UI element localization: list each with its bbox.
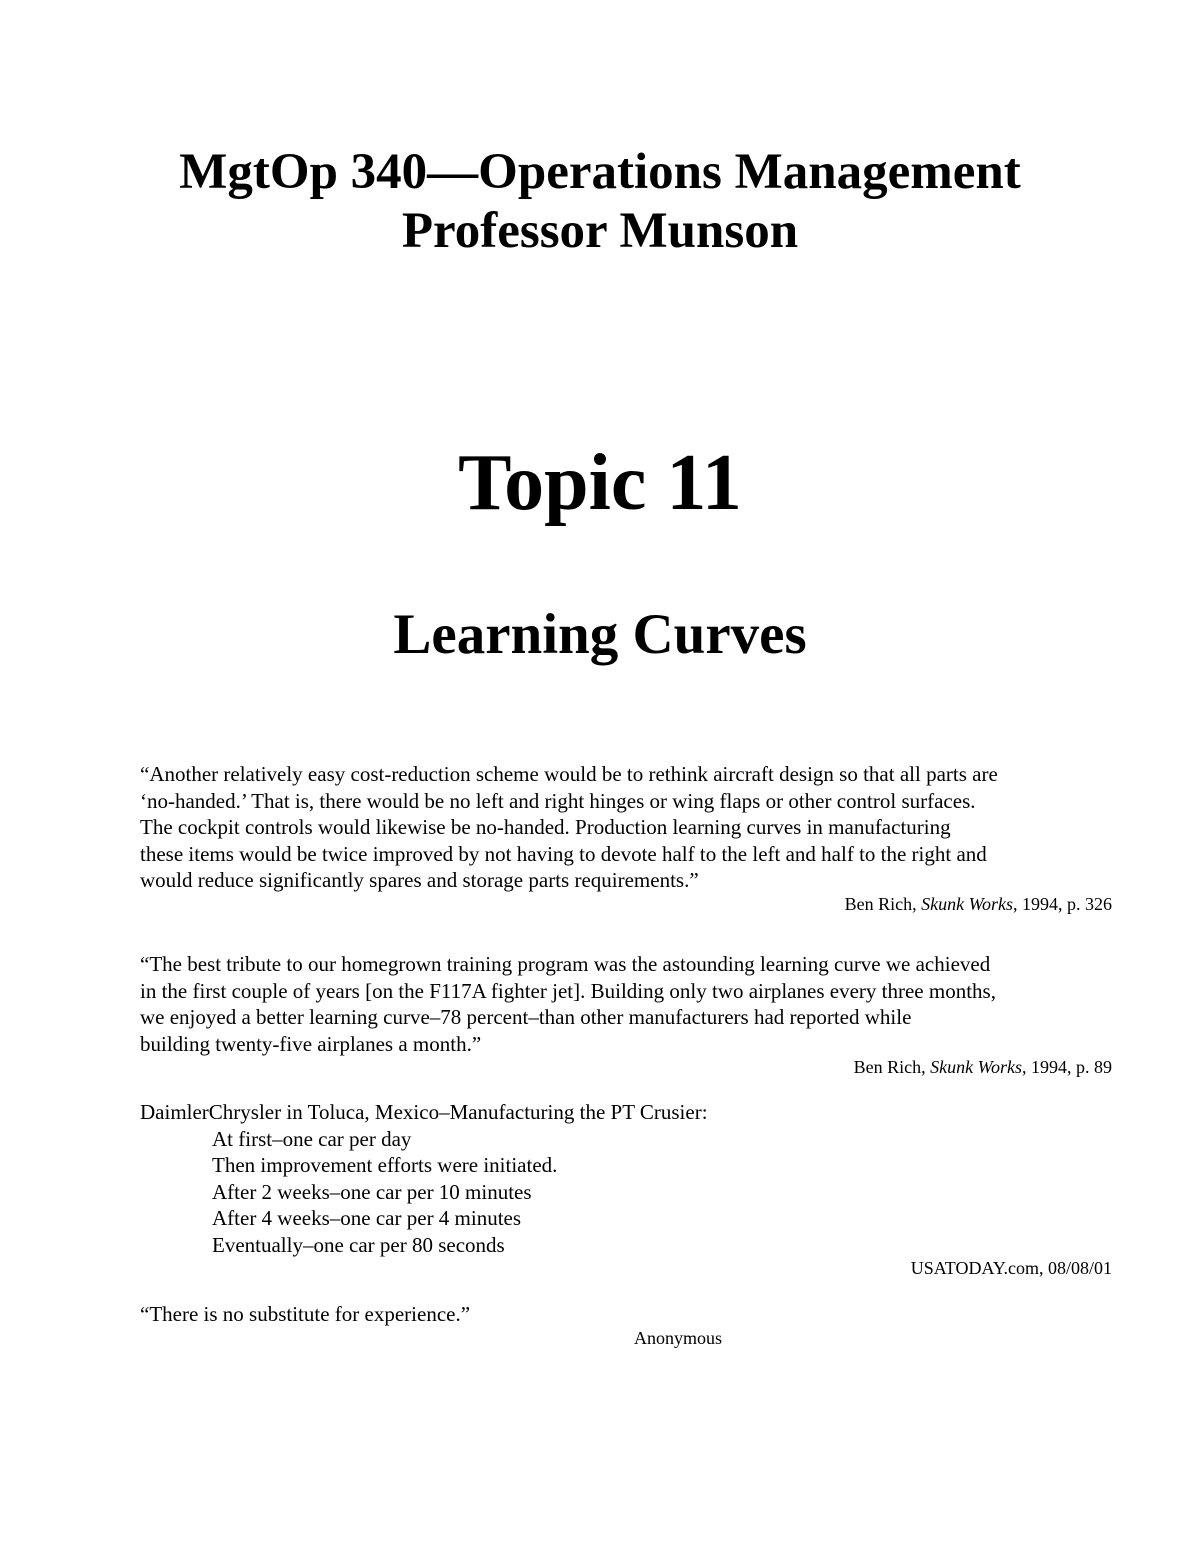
- source-author: Ben Rich,: [853, 1057, 931, 1077]
- example-intro: DaimlerChrysler in Toluca, Mexico–Manufacturing the PT Crusier:: [140, 1100, 708, 1124]
- quote-line: “Another relatively easy cost-reduction scheme would be to rethink aircraft design so that all parts are: [140, 762, 998, 786]
- quote-line: “There is no substitute for experience.”: [140, 1302, 471, 1326]
- source-author: Ben Rich,: [844, 894, 922, 914]
- example-source: USATODAY.com, 08/08/01: [910, 1258, 1112, 1278]
- source-book-title: Skunk Works: [930, 1057, 1022, 1077]
- list-item: Eventually–one car per 80 seconds: [212, 1232, 505, 1257]
- list-item: Then improvement efforts were initiated.: [212, 1153, 558, 1177]
- list-item: After 2 weeks–one car per 10 minutes: [212, 1179, 532, 1204]
- quote-4: [140, 1301, 1115, 1328]
- quote-line: “The best tribute to our homegrown training program was the astounding learning curve we achieved: [140, 952, 991, 976]
- professor-name: Professor Munson: [401, 203, 799, 259]
- quote-line: The cockpit controls would likewise be no-handed. Production learning curves in manufacturing: [140, 815, 951, 839]
- list-item: After 4 weeks–one car per 4 minutes: [212, 1206, 522, 1230]
- quote-1-source: [845, 893, 1112, 915]
- course-title: MgtOp 340—Operations Management: [179, 144, 1021, 200]
- daimlerchrysler-example: [140, 1099, 1115, 1258]
- quote-2-source: [854, 1056, 1112, 1078]
- source-details: , 1994, p. 89: [1022, 1057, 1112, 1077]
- quote-1: [140, 761, 1115, 894]
- quote-line: in the first couple of years [on the F117A fighter jet]. Building only two airplanes every three months,: [140, 978, 996, 1003]
- quote-line: we enjoyed a better learning curve–78 percent–than other manufacturers had reported while: [140, 1005, 912, 1029]
- quote-line: these items would be twice improved by not having to devote half to the left and half to the right and: [140, 841, 987, 866]
- quote-line: building twenty-five airplanes a month.”: [140, 1031, 482, 1056]
- topic-label: Topic 11: [458, 439, 742, 527]
- topic-subtitle: Learning Curves: [393, 603, 807, 666]
- quote-2: [140, 951, 1115, 1057]
- quote-line: would reduce significantly spares and storage parts requirements.”: [140, 868, 699, 892]
- quote-4-source: Anonymous: [634, 1328, 723, 1348]
- quote-line: ‘no-handed.’ That is, there would be no left and right hinges or wing flaps or other control surfaces.: [140, 788, 976, 813]
- source-details: , 1994, p. 326: [1013, 894, 1112, 914]
- source-book-title: Skunk Works: [921, 894, 1013, 914]
- list-item: At first–one car per day: [212, 1126, 412, 1151]
